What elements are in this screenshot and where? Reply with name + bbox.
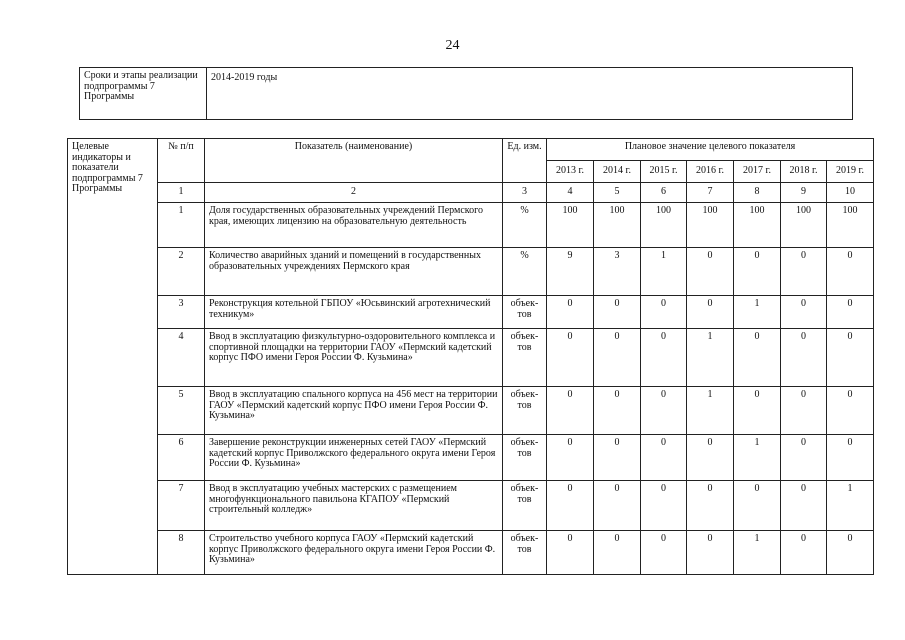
indicator-value: 0	[734, 481, 781, 531]
indicator-value: 0	[781, 531, 827, 575]
indicator-value: 0	[781, 435, 827, 481]
indicator-value: 0	[547, 531, 594, 575]
indicator-value: 100	[547, 203, 594, 248]
indicator-unit: %	[503, 248, 547, 296]
indicator-value: 0	[827, 531, 874, 575]
indicator-value: 0	[781, 387, 827, 435]
indicator-value: 100	[594, 203, 641, 248]
indicator-value: 0	[827, 329, 874, 387]
column-number: 9	[781, 183, 827, 203]
indicators-table	[67, 138, 874, 575]
indicator-value: 0	[687, 248, 734, 296]
table-row	[68, 481, 874, 531]
indicator-value: 0	[641, 481, 687, 531]
indicator-value: 0	[641, 387, 687, 435]
indicator-value: 0	[781, 296, 827, 329]
table-row	[68, 329, 874, 387]
indicator-value: 0	[687, 531, 734, 575]
header-num: № п/п	[158, 139, 205, 183]
indicator-unit: объек- тов	[503, 435, 547, 481]
terms-box	[79, 67, 853, 120]
table-row	[68, 203, 874, 248]
indicator-value: 0	[827, 296, 874, 329]
indicator-value: 9	[547, 248, 594, 296]
indicator-value: 0	[594, 296, 641, 329]
year-header: 2013 г.	[547, 161, 594, 183]
indicator-unit: %	[503, 203, 547, 248]
indicator-value: 0	[827, 387, 874, 435]
column-number: 10	[827, 183, 874, 203]
indicator-unit: объек- тов	[503, 329, 547, 387]
table-row	[68, 296, 874, 329]
row-number: 2	[158, 248, 205, 296]
indicator-value: 1	[734, 435, 781, 481]
indicators-label-continuation	[68, 203, 158, 575]
indicator-value: 0	[594, 531, 641, 575]
indicator-value: 3	[594, 248, 641, 296]
indicator-name: Ввод в эксплуатацию спального корпуса на 456 мест на территории ГАОУ «Пермский кадетский корпус ПФО имени Героя России Ф. Кузьмина»	[205, 387, 503, 435]
indicator-value: 0	[594, 387, 641, 435]
header-planned: Плановое значение целевого показателя	[547, 139, 874, 161]
row-number: 4	[158, 329, 205, 387]
indicator-name: Ввод в эксплуатацию физкультурно-оздоровительного комплекса и спортивной площадки на территории ГАОУ «Пермский кадетский корпус ПФО имени Героя России Ф. Кузьмина»	[205, 329, 503, 387]
indicator-value: 0	[781, 248, 827, 296]
table-row	[68, 248, 874, 296]
indicator-value: 0	[734, 387, 781, 435]
table-row	[68, 435, 874, 481]
table-row	[68, 387, 874, 435]
indicators-label: Целевые индикаторы и показатели подпрограммы 7 Программы	[68, 139, 158, 203]
page-number: 24	[445, 38, 460, 53]
indicator-value: 0	[641, 329, 687, 387]
indicator-value: 0	[547, 329, 594, 387]
indicator-value: 0	[641, 531, 687, 575]
column-number: 3	[503, 183, 547, 203]
row-number: 3	[158, 296, 205, 329]
terms-value: 2014-2019 годы	[211, 72, 278, 83]
indicator-name: Строительство учебного корпуса ГАОУ «Пермский кадетский корпус Приволжского федерального округа имени Героя России Ф. Кузьмина»	[205, 531, 503, 575]
year-header: 2019 г.	[827, 161, 874, 183]
indicator-unit: объек- тов	[503, 387, 547, 435]
indicator-value: 0	[827, 435, 874, 481]
year-header: 2015 г.	[641, 161, 687, 183]
row-number: 7	[158, 481, 205, 531]
year-header: 2018 г.	[781, 161, 827, 183]
column-number: 2	[205, 183, 503, 203]
row-number: 5	[158, 387, 205, 435]
year-header: 2016 г.	[687, 161, 734, 183]
column-number: 1	[158, 183, 205, 203]
indicator-value: 0	[641, 296, 687, 329]
indicator-unit: объек- тов	[503, 531, 547, 575]
indicator-value: 1	[641, 248, 687, 296]
indicator-value: 1	[734, 531, 781, 575]
indicator-value: 0	[734, 329, 781, 387]
year-header: 2014 г.	[594, 161, 641, 183]
indicator-value: 0	[547, 435, 594, 481]
indicator-value: 0	[641, 435, 687, 481]
indicator-value: 100	[781, 203, 827, 248]
table-row	[68, 531, 874, 575]
indicator-name: Доля государственных образовательных учреждений Пермского края, имеющих лицензию на образовательную деятельность	[205, 203, 503, 248]
row-number: 6	[158, 435, 205, 481]
indicator-name: Реконструкция котельной ГБПОУ «Юсьвинский агротехнический техникум»	[205, 296, 503, 329]
indicator-name: Завершение реконструкции инженерных сетей ГАОУ «Пермский кадетский корпус Приволжского федерального округа имени Героя России Ф. Кузьмина»	[205, 435, 503, 481]
column-number: 7	[687, 183, 734, 203]
indicator-value: 0	[594, 435, 641, 481]
year-header: 2017 г.	[734, 161, 781, 183]
indicator-value: 100	[734, 203, 781, 248]
indicator-value: 0	[781, 481, 827, 531]
indicator-value: 1	[827, 481, 874, 531]
indicator-unit: объек- тов	[503, 481, 547, 531]
indicator-value: 100	[687, 203, 734, 248]
indicator-value: 0	[687, 481, 734, 531]
column-number: 6	[641, 183, 687, 203]
indicator-value: 0	[734, 248, 781, 296]
column-number: 8	[734, 183, 781, 203]
indicator-value: 1	[687, 329, 734, 387]
indicator-value: 0	[594, 329, 641, 387]
header-name: Показатель (наименование)	[205, 139, 503, 183]
indicator-value: 100	[827, 203, 874, 248]
indicator-value: 1	[687, 387, 734, 435]
terms-label: Сроки и этапы реализации подпрограммы 7 Программы	[80, 68, 207, 119]
column-number: 4	[547, 183, 594, 203]
indicator-value: 0	[547, 481, 594, 531]
indicator-name: Ввод в эксплуатацию учебных мастерских с размещением многофункционального павильона КГАПОУ «Пермский строительный колледж»	[205, 481, 503, 531]
indicator-value: 0	[781, 329, 827, 387]
indicator-name: Количество аварийных зданий и помещений в государственных образовательных учреждениях Пермского края	[205, 248, 503, 296]
indicator-value: 0	[827, 248, 874, 296]
indicator-unit: объек- тов	[503, 296, 547, 329]
indicator-value: 0	[594, 481, 641, 531]
indicator-value: 0	[547, 296, 594, 329]
indicator-value: 1	[734, 296, 781, 329]
header-unit: Ед. изм.	[503, 139, 547, 183]
row-number: 8	[158, 531, 205, 575]
row-number: 1	[158, 203, 205, 248]
indicator-value: 0	[687, 296, 734, 329]
indicator-value: 100	[641, 203, 687, 248]
indicator-value: 0	[547, 387, 594, 435]
indicator-value: 0	[687, 435, 734, 481]
column-number: 5	[594, 183, 641, 203]
